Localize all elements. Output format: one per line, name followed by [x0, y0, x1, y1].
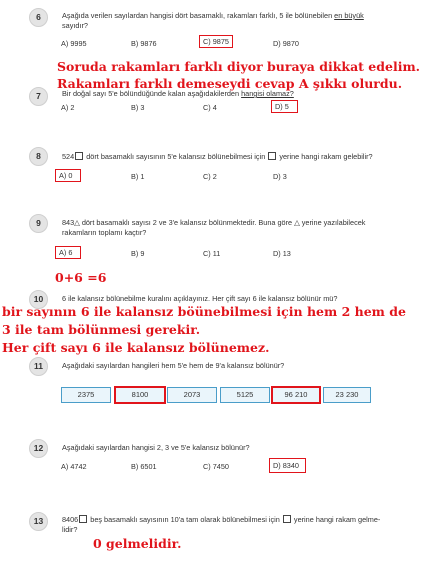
question-number-8: 8	[29, 147, 48, 166]
question-number-9: 9	[29, 214, 48, 233]
question-8-text-a: 524	[62, 152, 75, 161]
q12-option-c[interactable]: C) 7450	[203, 462, 229, 471]
q11-cell-23230[interactable]: 23 230	[323, 387, 371, 403]
question-7-text-a: Bir doğal sayı 5'e bölündüğünde kalan aşağıdakilerden	[62, 89, 240, 98]
question-8-text-b: dört basamaklı sayısının 5'e kalansız bölünebilmesi için	[86, 152, 266, 161]
handwritten-note-2: Rakamları farklı demeseydi cevap A şıkkı olurdu.	[57, 76, 403, 91]
q6-option-c[interactable]: C) 9875	[199, 35, 233, 48]
question-9-text-a: 843△ dört basamaklı sayısı 2 ve 3'e kalansız bölünmektedir. Buna göre △ yerine yazılabilecek	[62, 218, 366, 227]
question-6-text	[62, 11, 432, 31]
question-7-text	[62, 89, 432, 99]
box-placeholder-symbol	[268, 152, 276, 160]
q11-cell-2073[interactable]: 2073	[167, 387, 217, 403]
q9-option-d[interactable]: D) 13	[273, 249, 291, 258]
q8-option-a[interactable]: A) 0	[55, 169, 81, 182]
question-11-text: Aşağıdaki sayılardan hangileri hem 5'e hem de 9'a kalansız bölünür?	[62, 361, 285, 370]
q12-option-b[interactable]: B) 6501	[131, 462, 157, 471]
question-13-text-c: yerine hangi rakam gelme-	[293, 515, 381, 524]
q7-option-c[interactable]: C) 4	[203, 103, 217, 112]
handwritten-note-7: 0 gelmelidir.	[93, 536, 182, 551]
q6-option-d[interactable]: D) 9870	[273, 39, 299, 48]
question-number-11: 11	[29, 357, 48, 376]
question-number-7: 7	[29, 87, 48, 106]
box-placeholder-symbol	[79, 515, 87, 523]
handwritten-note-6: Her çift sayı 6 ile kalansız bölünemez.	[2, 340, 270, 355]
q7-option-b[interactable]: B) 3	[131, 103, 145, 112]
q11-cell-2375[interactable]: 2375	[61, 387, 111, 403]
q8-option-c[interactable]: C) 2	[203, 172, 217, 181]
q12-option-d[interactable]: D) 8340	[269, 458, 306, 473]
question-6-text-a: Aşağıda verilen sayılardan hangisi dört basamaklı, rakamları farklı, 5 ile bölünebilen	[62, 11, 333, 20]
q7-option-a[interactable]: A) 2	[61, 103, 75, 112]
handwritten-note-3: 0+6 =6	[55, 270, 107, 285]
question-13-text	[62, 515, 432, 535]
q9-option-c[interactable]: C) 11	[203, 249, 221, 258]
q11-cell-8100[interactable]: 8100	[114, 386, 166, 404]
question-9-text-b: rakamların toplamı kaçtır?	[62, 228, 147, 237]
question-13-text-a: 8406	[62, 515, 79, 524]
q6-option-a[interactable]: A) 9995	[61, 39, 87, 48]
q8-option-d[interactable]: D) 3	[273, 172, 287, 181]
box-placeholder-symbol	[75, 152, 83, 160]
handwritten-note-5: 3 ile tam bölünmesi gerekir.	[2, 322, 201, 337]
q12-option-a[interactable]: A) 4742	[61, 462, 87, 471]
question-6-text-underlined: en büyük	[334, 11, 364, 20]
question-12-text: Aşağıdaki sayılardan hangisi 2, 3 ve 5'e kalansız bölünür?	[62, 443, 250, 452]
question-10-text: 6 ile kalansız bölünebilme kuralını açıklayınız. Her çift sayı 6 ile kalansız bölünür mü?	[62, 294, 338, 303]
q11-cell-96210[interactable]: 96 210	[271, 386, 321, 404]
box-placeholder-symbol	[283, 515, 291, 523]
question-13-text-d: lidir?	[62, 525, 78, 534]
q8-option-b[interactable]: B) 1	[131, 172, 145, 181]
q6-option-b[interactable]: B) 9876	[131, 39, 157, 48]
question-number-6: 6	[29, 8, 48, 27]
q7-option-d[interactable]: D) 5	[271, 100, 298, 113]
question-13-text-b: beş basamaklı sayısının 10'a tam olarak bölünebilmesi için	[90, 515, 280, 524]
question-number-10: 10	[29, 290, 48, 309]
question-9-text	[62, 218, 432, 238]
question-8-text	[62, 152, 432, 162]
question-6-text-b: sayıdır?	[62, 21, 88, 30]
q9-option-b[interactable]: B) 9	[131, 249, 145, 258]
handwritten-note-1: Soruda rakamları farklı diyor buraya dikkat edelim.	[57, 59, 421, 74]
question-8-text-c: yerine hangi rakam gelebilir?	[279, 152, 373, 161]
question-number-12: 12	[29, 439, 48, 458]
handwritten-note-4: bir sayının 6 ile kalansız böünebilmesi için hem 2 hem de	[2, 304, 406, 319]
q11-cell-5125[interactable]: 5125	[220, 387, 270, 403]
question-number-13: 13	[29, 512, 48, 531]
q9-option-a[interactable]: A) 6	[55, 246, 81, 259]
question-7-text-underlined: hangisi olamaz?	[241, 89, 294, 98]
